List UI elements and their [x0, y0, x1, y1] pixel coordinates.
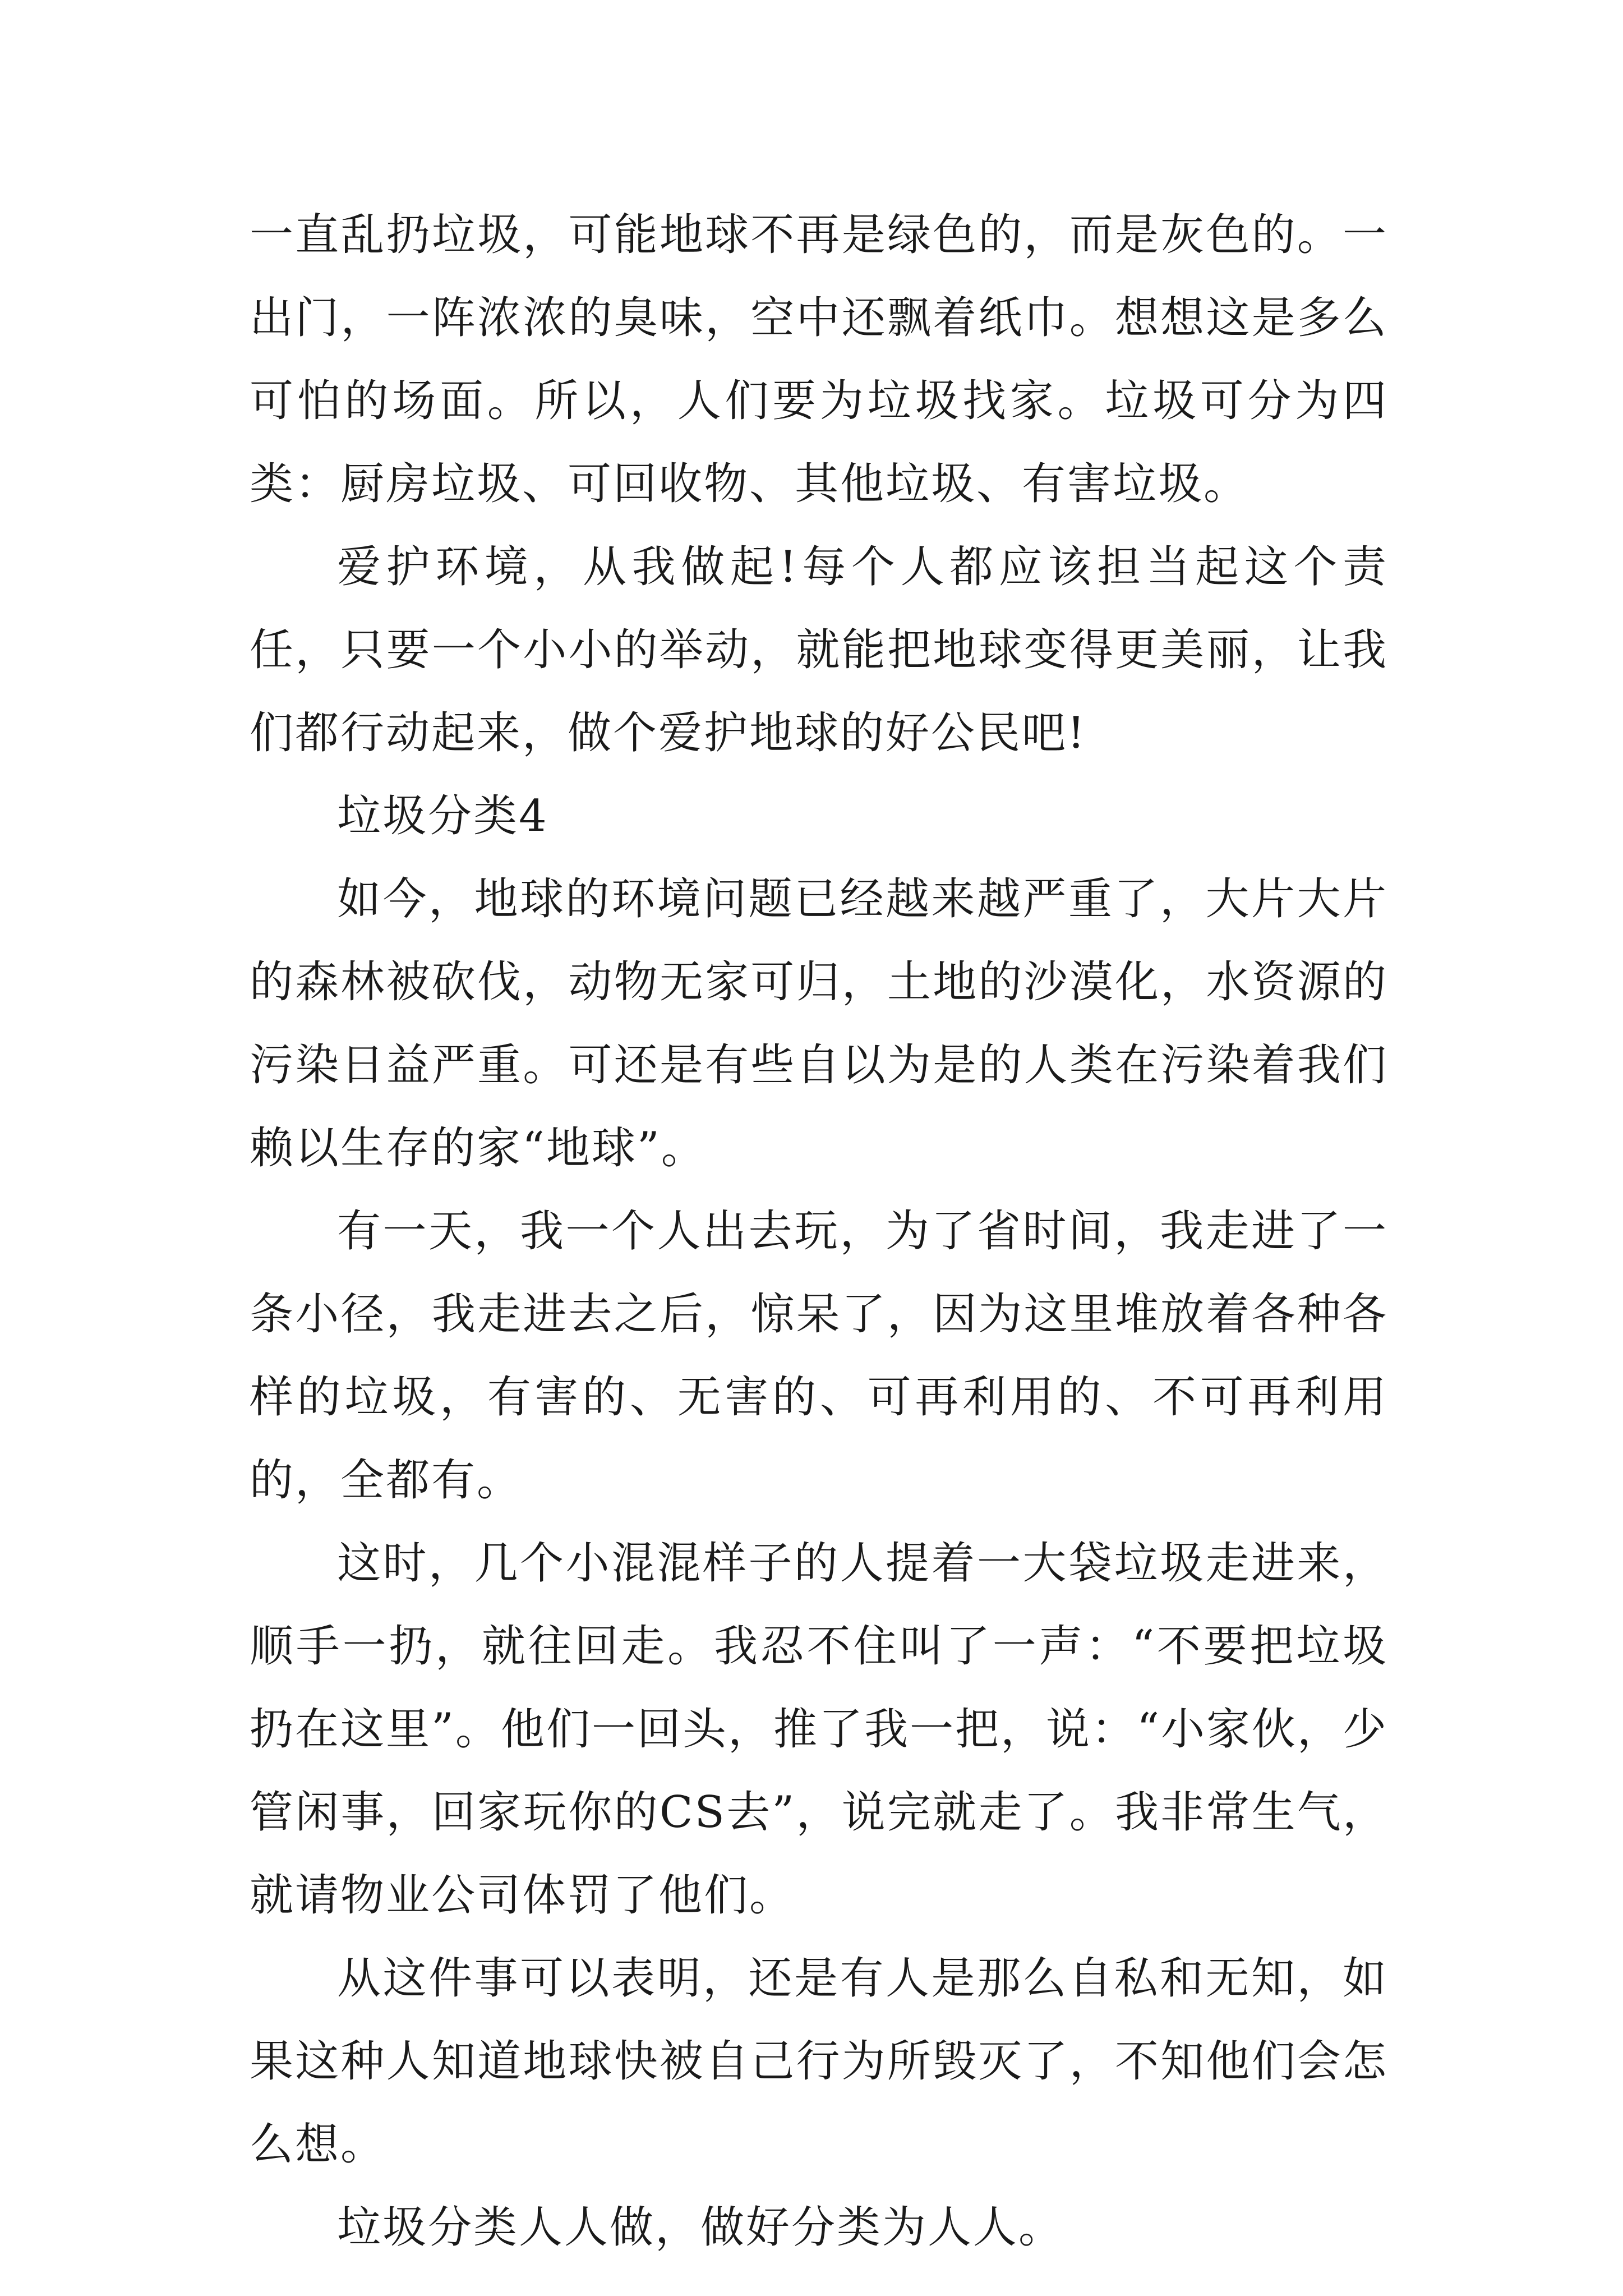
section-heading: 垃圾分类4: [337, 791, 548, 841]
paragraph-2: 爱护环境，从我做起!每个人都应该担当起这个责任，只要一个小小的举动，就能把地球变得更美丽，让我们都行动起来，做个爱护地球的好公民吧!: [250, 542, 1388, 758]
paragraph-1: 一直乱扔垃圾，可能地球不再是绿色的，而是灰色的。一出门，一阵浓浓的臭味，空中还飘着纸巾。想想这是多么可怕的场面。所以，人们要为垃圾找家。垃圾可分为四类：厨房垃圾、可回收物、其他垃圾、有害垃圾。: [250, 210, 1388, 509]
paragraph-6: 从这件事可以表明，还是有人是那么自私和无知，如果这种人知道地球快被自己行为所毁灭了，不知他们会怎么想。: [250, 1953, 1388, 2170]
paragraph-4: 有一天，我一个人出去玩，为了省时间，我走进了一条小径，我走进去之后，惊呆了，因为这里堆放着各种各样的垃圾，有害的、无害的、可再利用的、不可再利用的，全都有。: [250, 1206, 1388, 1506]
paragraph-3: 如今，地球的环境问题已经越来越严重了，大片大片的森林被砍伐，动物无家可归，土地的沙漠化，水资源的污染日益严重。可还是有些自以为是的人类在污染着我们赖以生存的家“地球”。: [250, 874, 1388, 1174]
paragraph-7: 垃圾分类人人做，做好分类为人人。: [337, 2202, 1064, 2253]
document-body: [250, 194, 1388, 2269]
paragraph-5: 这时，几个小混混样子的人提着一大袋垃圾走进来，顺手一扔，就往回走。我忍不住叫了一声：“不要把垃圾扔在这里”。他们一回头，推了我一把，说：“小家伙，少管闲事，回家玩你的CS去”，说完就走了。我非常生气，就请物业公司体罚了他们。: [250, 1538, 1388, 1921]
